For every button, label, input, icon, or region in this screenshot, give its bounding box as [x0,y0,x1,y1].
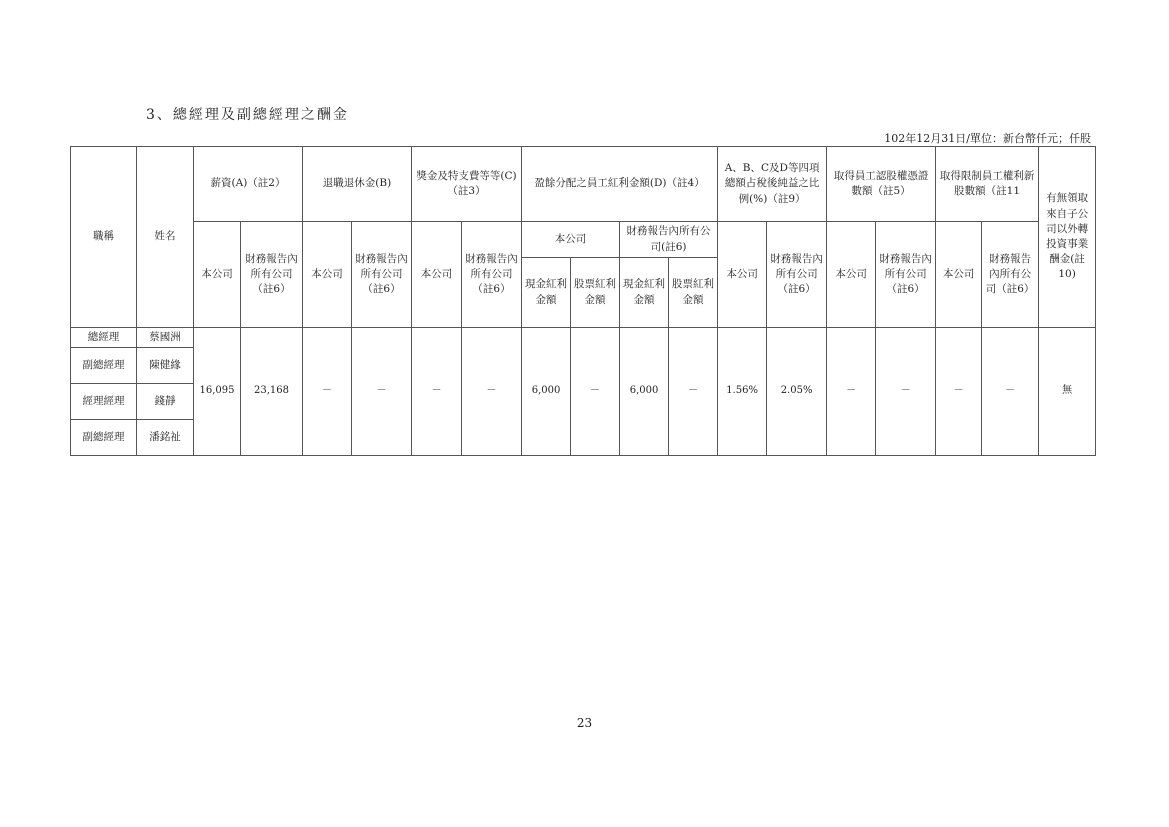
salary-consolidated-value: 23,168 [241,328,303,456]
row-title: 經理經理 [71,384,137,420]
header-employee-bonus: 盈餘分配之員工紅利金額(D)（註4） [522,147,718,222]
row-name: 錢靜 [137,384,194,420]
header-salary: 薪資(A)（註2） [194,147,303,222]
header-options: 取得員工認股權憑證數額（註5） [827,147,936,222]
header-ratio-company: 本公司 [718,222,767,328]
salary-company-value: 16,095 [194,328,241,456]
page-number: 23 [576,716,593,730]
header-restricted-company: 本公司 [936,222,982,328]
unit-note: 102年12月31日/單位：新台幣仟元；仟股 [884,132,1091,145]
compensation-table [70,146,1096,456]
header-restricted: 取得限制員工權利新股數額（註11 [936,147,1039,222]
header-options-company: 本公司 [827,222,876,328]
header-pension-company: 本公司 [303,222,352,328]
bonus-consolidated-value: － [462,328,522,456]
header-ratio-consolidated: 財務報告內所有公司（註6） [767,222,827,328]
header-ratio: A、B、C及D等四項總額占稅後純益之比例(%)（註9） [718,147,827,222]
pension-company-value: － [303,328,352,456]
header-salary-consolidated: 財務報告內所有公司（註6） [241,222,303,328]
header-salary-company: 本公司 [194,222,241,328]
emp-company-stock-value: － [571,328,620,456]
row-title: 副總經理 [71,348,137,384]
row-name: 陳健緣 [137,348,194,384]
emp-consolidated-cash-value: 6,000 [620,328,669,456]
header-bonus-consolidated: 財務報告內所有公司（註6） [462,222,522,328]
header-emp-company: 本公司 [522,222,620,258]
bonus-company-value: － [412,328,462,456]
row-name: 蔡國洲 [137,328,194,348]
ratio-consolidated-value: 2.05% [767,328,827,456]
row-name: 潘銘祉 [137,420,194,456]
header-name: 姓名 [137,147,194,328]
header-investee: 有無領取來自子公司以外轉投資事業酬金(註10) [1039,147,1096,328]
header-emp-company-stock: 股票紅利金額 [571,258,620,328]
header-pension: 退職退休金(B) [303,147,412,222]
header-pension-consolidated: 財務報告內所有公司（註6） [352,222,412,328]
ratio-company-value: 1.56% [718,328,767,456]
options-company-value: － [827,328,876,456]
row-title: 副總經理 [71,420,137,456]
emp-company-cash-value: 6,000 [522,328,571,456]
header-emp-consolidated-cash: 現金紅利金額 [620,258,669,328]
header-options-consolidated: 財務報告內所有公司（註6） [876,222,936,328]
emp-consolidated-stock-value: － [669,328,718,456]
section-title: 3、總經理及副總經理之酬金 [146,107,349,123]
header-emp-company-cash: 現金紅利金額 [522,258,571,328]
header-emp-consolidated-stock: 股票紅利金額 [669,258,718,328]
header-restricted-consolidated: 財務報告內所有公司（註6） [982,222,1039,328]
header-title: 職稱 [71,147,137,328]
header-emp-consolidated: 財務報告內所有公司(註6) [620,222,718,258]
restricted-company-value: － [936,328,982,456]
header-bonus-company: 本公司 [412,222,462,328]
investee-value: 無 [1039,328,1096,456]
header-bonus: 獎金及特支費等等(C)（註3） [412,147,522,222]
pension-consolidated-value: － [352,328,412,456]
row-title: 總經理 [71,328,137,348]
restricted-consolidated-value: － [982,328,1039,456]
options-consolidated-value: － [876,328,936,456]
